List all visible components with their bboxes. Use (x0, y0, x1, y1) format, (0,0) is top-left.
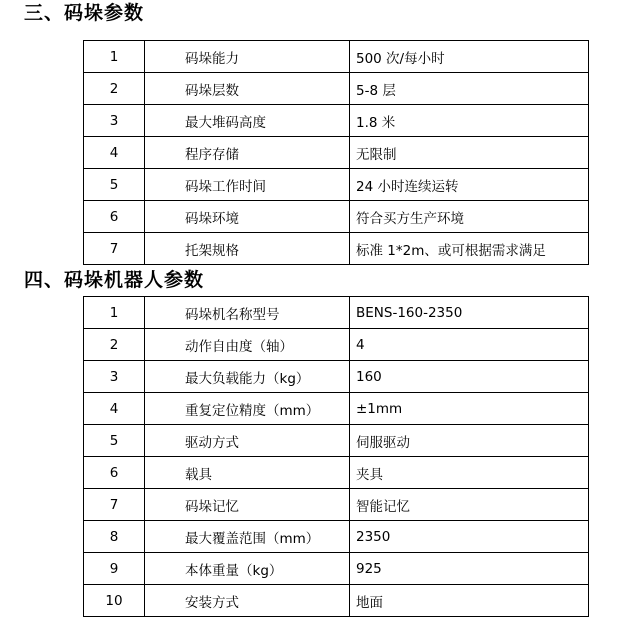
row-index: 4 (84, 393, 145, 425)
stacking-params-table (83, 40, 589, 265)
row-index: 3 (84, 105, 145, 137)
table-row (84, 169, 589, 201)
row-index: 8 (84, 521, 145, 553)
param-value: 标准 1*2m、或可根据需求满足 (350, 233, 589, 265)
param-value: 符合买方生产环境 (350, 201, 589, 233)
table-row (84, 585, 589, 617)
table-row (84, 489, 589, 521)
param-value: 伺服驱动 (350, 425, 589, 457)
table-row (84, 457, 589, 489)
param-name: 安装方式 (145, 585, 350, 617)
row-index: 1 (84, 297, 145, 329)
param-name: 最大覆盖范围（mm） (145, 521, 350, 553)
table-row (84, 41, 589, 73)
row-index: 3 (84, 361, 145, 393)
param-value: 1.8 米 (350, 105, 589, 137)
param-name: 码垛机名称型号 (145, 297, 350, 329)
robot-params-table (83, 296, 589, 617)
param-value: 2350 (350, 521, 589, 553)
table-row (84, 521, 589, 553)
table-row (84, 553, 589, 585)
row-index: 5 (84, 169, 145, 201)
row-index: 7 (84, 489, 145, 521)
param-name: 程序存储 (145, 137, 350, 169)
row-index: 2 (84, 329, 145, 361)
row-index: 6 (84, 201, 145, 233)
param-name: 本体重量（kg） (145, 553, 350, 585)
row-index: 6 (84, 457, 145, 489)
param-value: 24 小时连续运转 (350, 169, 589, 201)
row-index: 4 (84, 137, 145, 169)
section-title-robot-params: 四、码垛机器人参数 (24, 269, 205, 291)
param-value: 智能记忆 (350, 489, 589, 521)
param-name: 重复定位精度（mm） (145, 393, 350, 425)
table-row (84, 329, 589, 361)
section-title-stacking-params: 三、码垛参数 (24, 2, 145, 24)
param-value: BENS-160-2350 (350, 297, 589, 329)
param-name: 码垛层数 (145, 73, 350, 105)
param-value: 925 (350, 553, 589, 585)
row-index: 7 (84, 233, 145, 265)
table-row (84, 201, 589, 233)
row-index: 1 (84, 41, 145, 73)
row-index: 10 (84, 585, 145, 617)
table-row (84, 137, 589, 169)
param-name: 动作自由度（轴） (145, 329, 350, 361)
param-name: 驱动方式 (145, 425, 350, 457)
param-value: ±1mm (350, 393, 589, 425)
table-row (84, 73, 589, 105)
table-row (84, 297, 589, 329)
param-name: 托架规格 (145, 233, 350, 265)
param-name: 最大负载能力（kg） (145, 361, 350, 393)
param-value: 无限制 (350, 137, 589, 169)
param-name: 最大堆码高度 (145, 105, 350, 137)
param-name: 码垛能力 (145, 41, 350, 73)
table-row (84, 425, 589, 457)
table-row (84, 233, 589, 265)
table-row (84, 393, 589, 425)
param-value: 地面 (350, 585, 589, 617)
param-value: 4 (350, 329, 589, 361)
param-value: 160 (350, 361, 589, 393)
param-name: 码垛记忆 (145, 489, 350, 521)
row-index: 2 (84, 73, 145, 105)
param-name: 码垛环境 (145, 201, 350, 233)
row-index: 5 (84, 425, 145, 457)
row-index: 9 (84, 553, 145, 585)
param-value: 夹具 (350, 457, 589, 489)
param-value: 5-8 层 (350, 73, 589, 105)
param-name: 载具 (145, 457, 350, 489)
table-row (84, 361, 589, 393)
param-name: 码垛工作时间 (145, 169, 350, 201)
table-row (84, 105, 589, 137)
param-value: 500 次/每小时 (350, 41, 589, 73)
